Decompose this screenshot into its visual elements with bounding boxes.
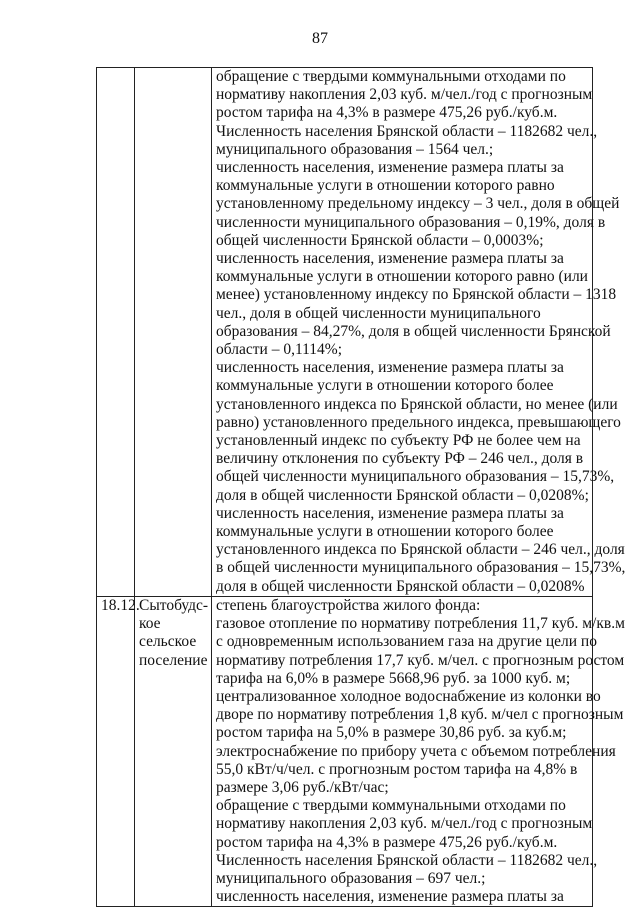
text-line: электроснабжение по прибору учета с объемом потребления	[216, 742, 616, 760]
text-line: коммунальные услуги в отношении которого более	[216, 523, 554, 541]
table-row	[97, 68, 593, 597]
text-line: обращение с твердыми коммунальными отходами по	[216, 68, 566, 85]
row-number: 18.12.	[101, 596, 140, 614]
text-line: коммунальные услуги в отношении которого более	[216, 377, 554, 395]
municipality-name-line: сельское	[139, 633, 197, 651]
text-line: доля в общей численности Брянской области – 0,0208%	[216, 577, 585, 595]
municipality-name-line: поселение	[139, 651, 208, 669]
text-line: газовое отопление по нормативу потребления 11,7 куб. м/кв.м	[216, 615, 625, 633]
text-line: численность населения, изменение размера платы за	[216, 888, 564, 906]
text-line: коммунальные услуги в отношении которого равно (или	[216, 268, 588, 286]
text-line: численности муниципального образования – 0,19%, доля в	[216, 213, 606, 231]
text-line: с одновременным использованием газа на другие цели по	[216, 633, 597, 651]
text-line: установленного индекса по Брянской области, но менее (или	[216, 395, 618, 413]
text-line: обращение с твердыми коммунальными отходами по	[216, 797, 566, 815]
text-line: установленный индекс по субъекту РФ не более чем на	[216, 432, 581, 450]
text-line: величину отклонения по субъекту РФ – 246 чел., доля в	[216, 450, 584, 468]
text-line: Численность населения Брянской области – 1182682 чел.,	[216, 122, 598, 140]
text-line: численность населения, изменение размера платы за	[216, 159, 564, 177]
text-line: нормативу накопления 2,03 куб. м/чел./год с прогнозным	[216, 815, 593, 833]
page-number: 87	[312, 30, 328, 47]
text-line: менее) установленному индексу по Брянской области – 1318	[216, 286, 617, 304]
text-line: доля в общей численности Брянской области – 0,0208%;	[216, 486, 589, 504]
text-line: размере 3,06 руб./кВт/час;	[216, 778, 389, 796]
table-row	[97, 596, 593, 906]
text-line: коммунальные услуги в отношении которого равно	[216, 177, 555, 195]
text-line: области – 0,1114%;	[216, 341, 343, 359]
text-line: чел., доля в общей численности муниципального	[216, 304, 541, 322]
text-line: общей численности муниципального образования – 15,73%,	[216, 468, 615, 486]
description-cell	[212, 596, 625, 906]
municipality-name-line: Сытобудс-	[139, 596, 209, 614]
text-line: в общей численности муниципального образования – 15,73%,	[216, 559, 626, 577]
text-line: дворе по нормативу потребления 1,8 куб. м/чел с прогнозным	[216, 706, 624, 724]
text-line: степень благоустройства жилого фонда:	[216, 596, 481, 614]
text-line: муниципального образования – 1564 чел.;	[216, 140, 494, 158]
row-number-cell	[97, 596, 140, 906]
text-line: общей численности Брянской области – 0,0003%;	[216, 231, 544, 249]
text-line: тарифа на 6,0% в размере 5668,96 руб. за 1000 куб. м;	[216, 669, 571, 687]
text-line: установленного индекса по Брянской области – 246 чел., доля	[216, 541, 625, 559]
text-line: численность населения, изменение размера платы за	[216, 504, 564, 522]
text-line: муниципального образования – 697 чел.;	[216, 869, 486, 887]
municipality-name-cell	[135, 596, 212, 906]
text-line: Численность населения Брянской области – 1182682 чел.,	[216, 851, 598, 869]
text-line: ростом тарифа на 4,3% в размере 475,26 руб./куб.м.	[216, 104, 558, 122]
text-line: нормативу потребления 17,7 куб. м/чел. с прогнозным ростом	[216, 651, 625, 669]
text-line: централизованное холодное водоснабжение из колонки во	[216, 687, 601, 705]
municipality-name-line: кое	[139, 615, 161, 633]
text-line: численность населения, изменение размера платы за	[216, 359, 564, 377]
text-line: установленному предельному индексу – 3 чел., доля в общей	[216, 195, 620, 213]
municipality-name-cell	[135, 68, 212, 597]
text-line: ростом тарифа на 5,0% в размере 30,86 руб. за куб.м;	[216, 724, 567, 742]
text-line: численность населения, изменение размера платы за	[216, 250, 564, 268]
description-cell	[212, 68, 626, 597]
document-table	[96, 67, 626, 907]
row-number-cell	[97, 68, 135, 597]
text-line: нормативу накопления 2,03 куб. м/чел./год с прогнозным	[216, 86, 593, 104]
text-line: равно) установленного предельного индекса, превышающего	[216, 413, 621, 431]
text-line: образования – 84,27%, доля в общей численности Брянской	[216, 322, 611, 340]
text-line: 55,0 кВт/ч/чел. с прогнозным ростом тарифа на 4,8% в	[216, 760, 578, 778]
text-line: ростом тарифа на 4,3% в размере 475,26 руб./куб.м.	[216, 833, 558, 851]
